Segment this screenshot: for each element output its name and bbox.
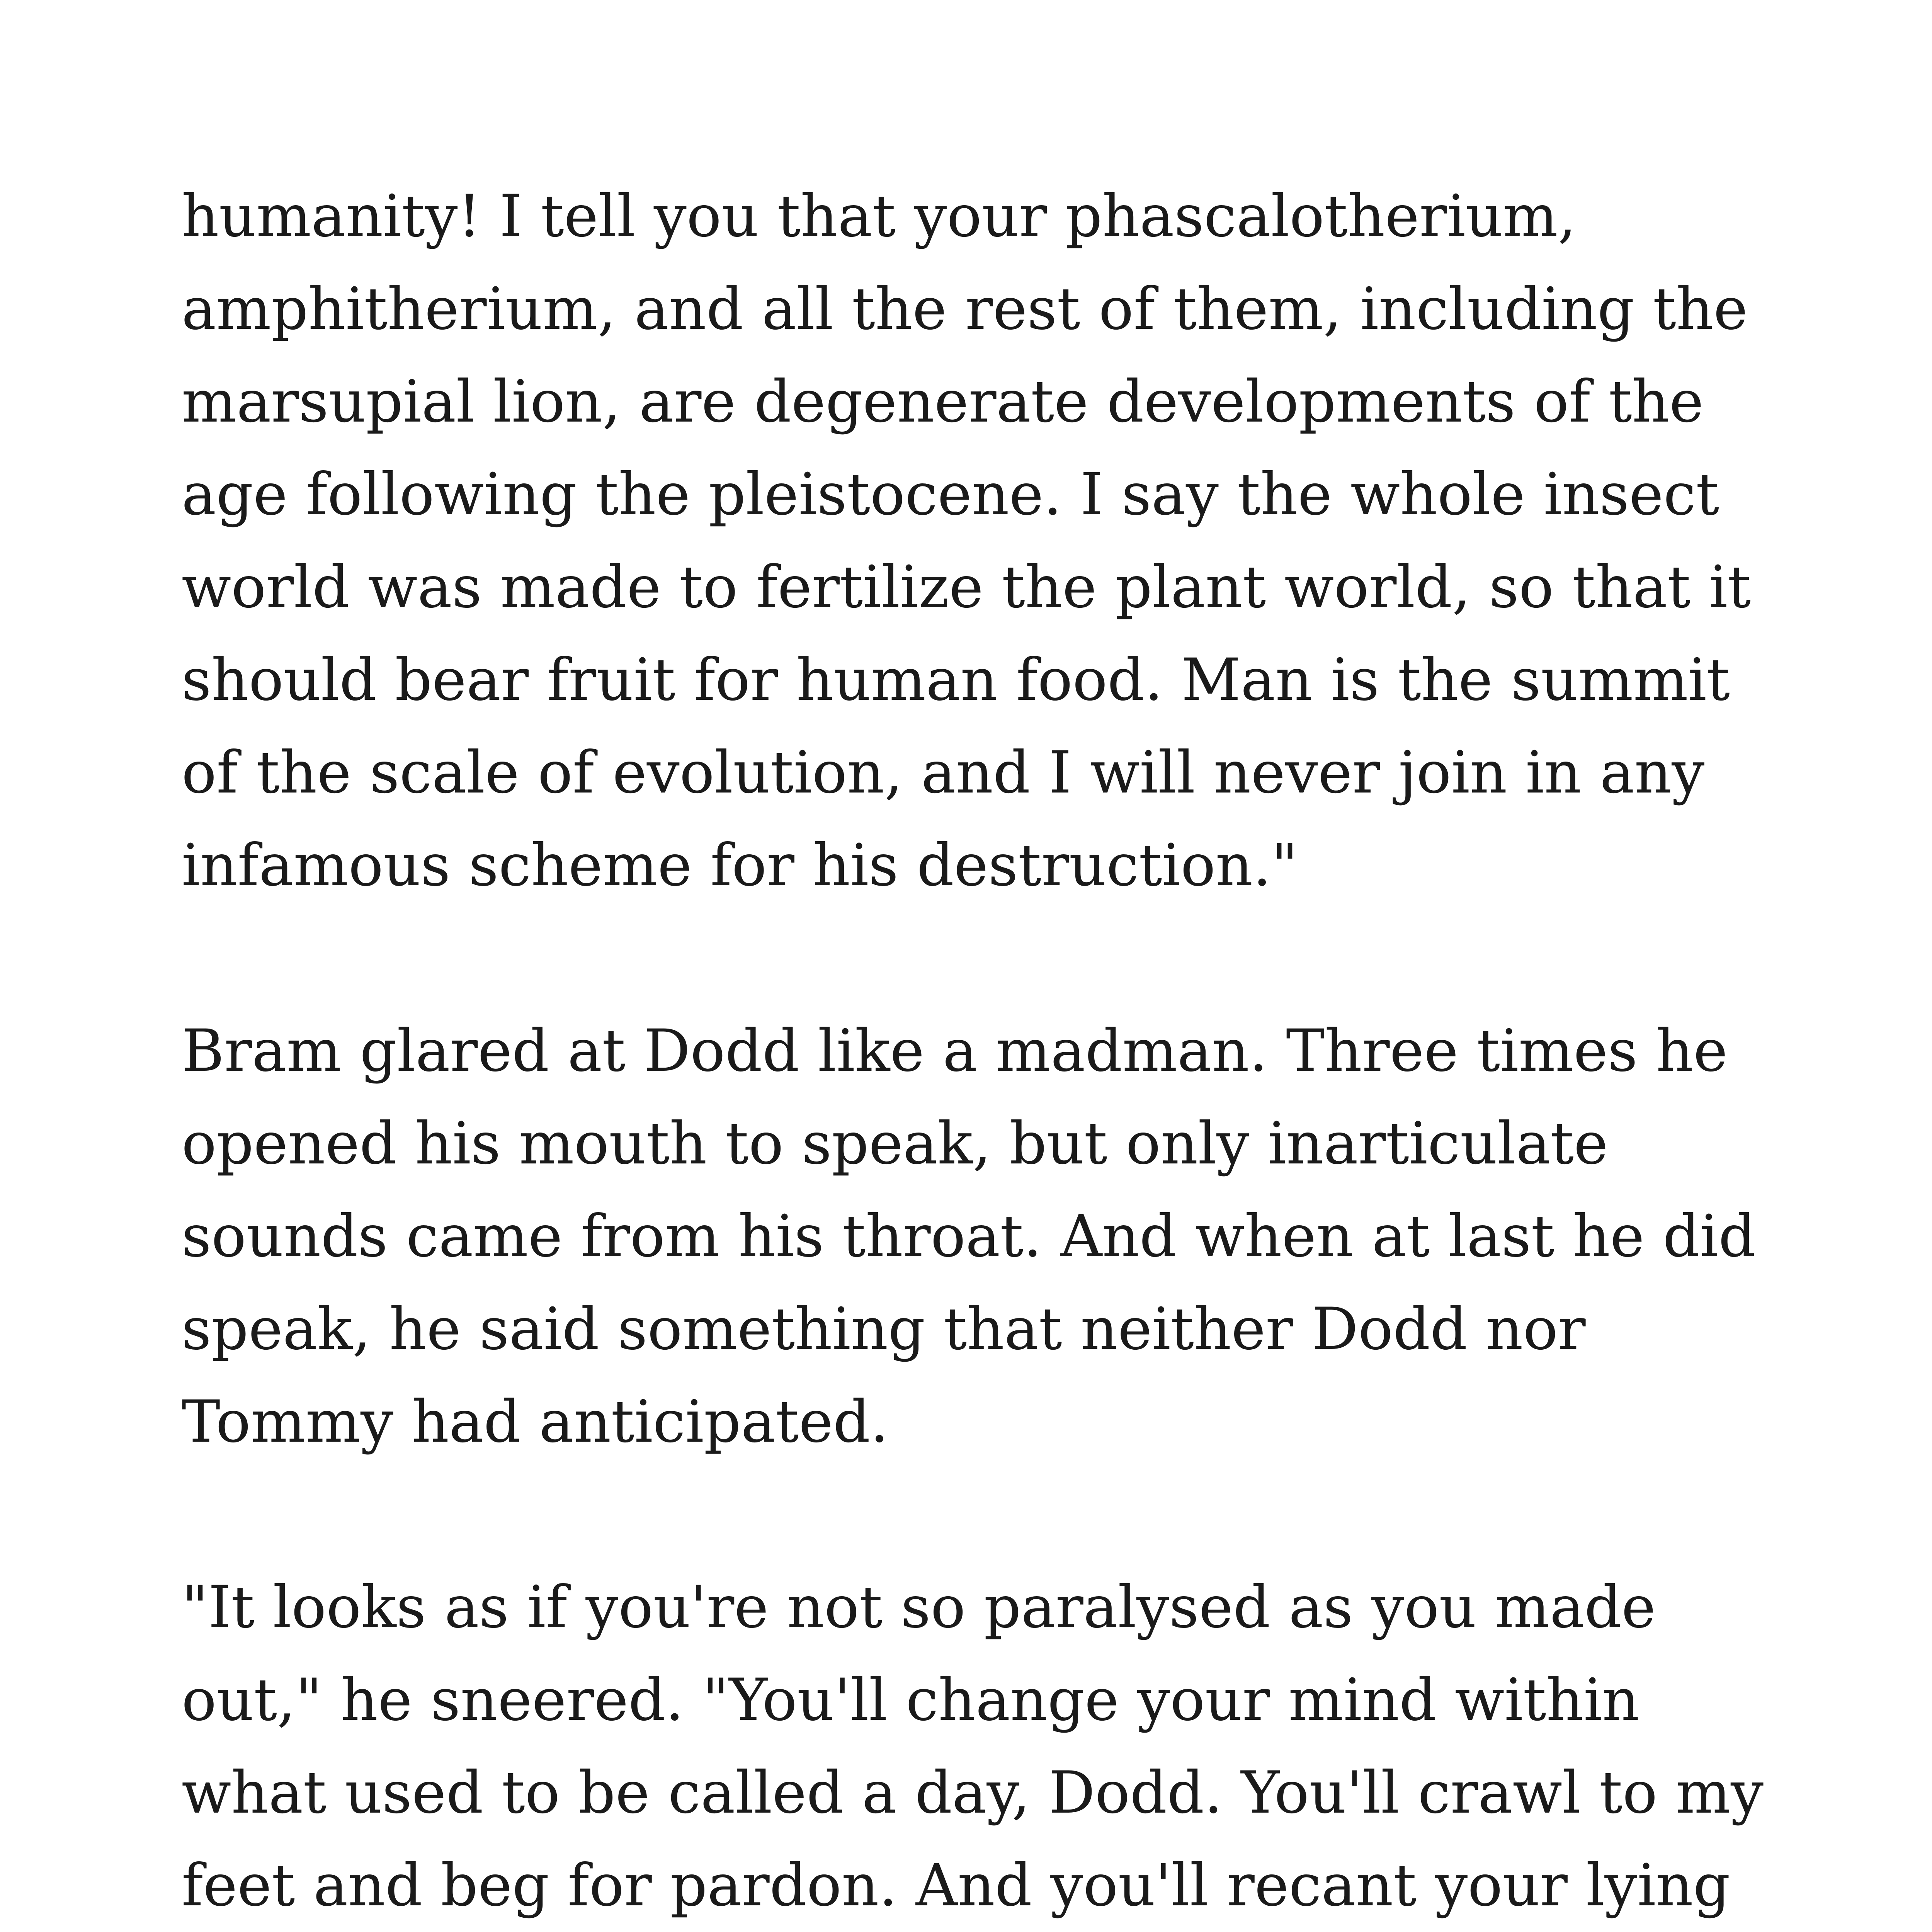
text-line: sounds came from his throat. And when at last he did <box>182 1203 1756 1270</box>
text-line: world was made to fertilize the plant world, so that it <box>182 554 1751 621</box>
text-line: Tommy had anticipated. <box>182 1388 889 1456</box>
text-body <box>182 170 1804 1932</box>
text-line: speak, he said something that neither Dodd nor <box>182 1296 1586 1363</box>
paragraph-1 <box>182 170 1804 912</box>
text-line: "It looks as if you're not so paralysed as you made <box>182 1574 1656 1641</box>
text-line: marsupial lion, are degenerate developments of the <box>182 368 1704 435</box>
text-line: age following the pleistocene. I say the whole insect <box>182 461 1719 528</box>
text-line: of the scale of evolution, and I will never join in any <box>182 739 1705 806</box>
text-line: infamous scheme for his destruction." <box>182 832 1298 899</box>
text-line: amphitherium, and all the rest of them, including the <box>182 276 1748 343</box>
text-line: out," he sneered. "You'll change your mind within <box>182 1667 1639 1734</box>
text-line: humanity! I tell you that your phascalotherium, <box>182 183 1577 250</box>
text-line: feet and beg for pardon. And you'll recant your lying <box>182 1852 1730 1919</box>
paragraph-3 <box>182 1561 1804 1932</box>
text-line: Bram glared at Dodd like a madman. Three times he <box>182 1017 1728 1085</box>
paragraph-2 <box>182 1005 1804 1468</box>
text-line: opened his mouth to speak, but only inarticulate <box>182 1110 1608 1177</box>
text-line: what used to be called a day, Dodd. You'll crawl to my <box>182 1759 1764 1827</box>
text-line: should bear fruit for human food. Man is the summit <box>182 646 1730 714</box>
